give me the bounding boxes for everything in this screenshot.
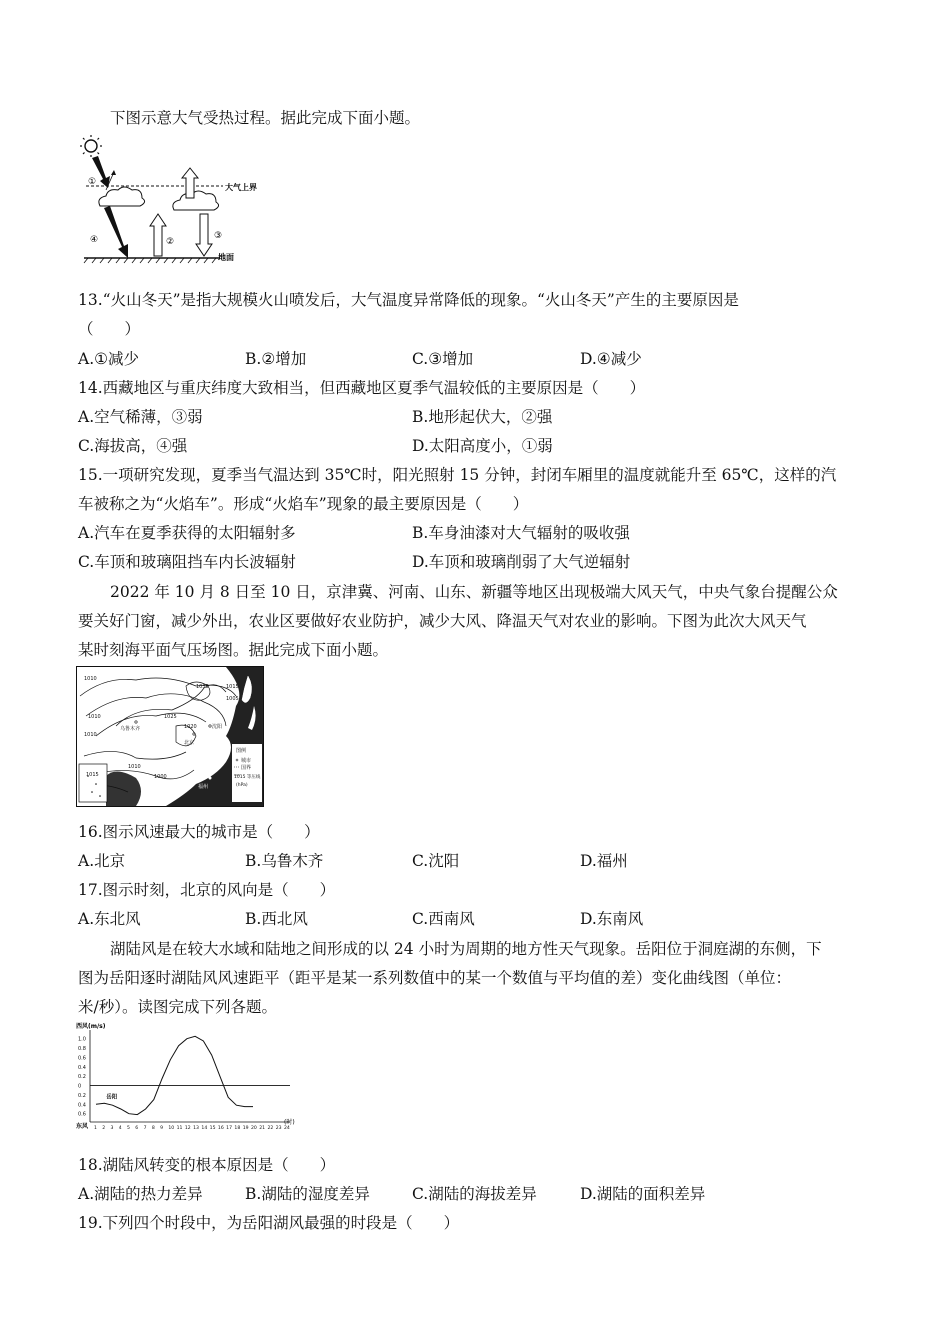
sun-icon <box>80 135 102 157</box>
svg-text:1010: 1010 <box>88 714 101 720</box>
q16-option-b[interactable]: B.乌鲁木齐 <box>245 852 324 870</box>
q16-option-d[interactable]: D.福州 <box>580 852 628 870</box>
chart-ytick-top: 0.8 <box>78 1046 86 1053</box>
q13-option-c[interactable]: C.③增加 <box>412 350 474 368</box>
svg-text:城市: 城市 <box>241 758 252 764</box>
chart-ytick-top: 1.0 <box>78 1036 86 1043</box>
chart-xtick: 5 <box>127 1126 130 1130</box>
q15-option-b[interactable]: B.车身油漆对大气辐射的吸收强 <box>412 524 630 542</box>
q15-option-d[interactable]: D.车顶和玻璃削弱了大气逆辐射 <box>412 553 631 571</box>
chart-xtick: 12 <box>184 1126 191 1130</box>
q18-option-c[interactable]: C.湖陆的海拔差异 <box>412 1185 537 1203</box>
q19-stem: 19.下列四个时段中，为岳阳湖风最强的时段是（ ） <box>78 1214 460 1232</box>
chart-ylabel-top: 西风(m/s) <box>76 1023 106 1030</box>
q13-option-a[interactable]: A.①减少 <box>78 350 140 368</box>
chart-xtick: 18 <box>234 1126 241 1130</box>
chart-xtick: 23 <box>275 1126 282 1130</box>
chart-ytick-top: 0.4 <box>78 1064 86 1071</box>
chart-xtick: 6 <box>135 1126 139 1130</box>
q13-option-b[interactable]: B.②增加 <box>245 350 307 368</box>
svg-text:②: ② <box>166 237 175 247</box>
chart-ylabel-bottom: 东风 <box>76 1123 89 1130</box>
chart-xtick: 24 <box>284 1126 290 1130</box>
chart-xtick: 22 <box>267 1126 274 1130</box>
intro-lake-1: 湖陆风是在较大水域和陆地之间形成的以 24 小时为周期的地方性天气现象。岳阳位于洞庭湖的东侧，下 <box>110 940 822 958</box>
svg-text:1015 等压线: 1015 等压线 <box>234 775 261 780</box>
q15-stem: 15.一项研究发现，夏季当气温达到 35℃时，阳光照射 15 分钟，封闭车厢里的温度就能升至 65℃，这样的汽 <box>78 466 837 484</box>
svg-text:1020: 1020 <box>184 724 197 730</box>
chart-xtick: 14 <box>201 1126 208 1130</box>
label-top-atmosphere: 大气上界 <box>225 183 257 192</box>
svg-text:④: ④ <box>90 235 99 245</box>
q18-stem: 18.湖陆风转变的根本原因是（ ） <box>78 1156 336 1174</box>
q18-option-a[interactable]: A.湖陆的热力差异 <box>78 1185 203 1203</box>
svg-text:国界: 国界 <box>241 765 252 771</box>
chart-xlabel: (时) <box>284 1119 295 1126</box>
q14-option-b[interactable]: B.地形起伏大，②强 <box>412 408 553 426</box>
chart-ytick-bottom: 0.4 <box>78 1102 86 1109</box>
chart-series-label: 岳阳 <box>106 1094 118 1101</box>
chart-xtick: 20 <box>250 1126 257 1130</box>
chart-ytick-top: 0.2 <box>78 1074 86 1081</box>
chart-xtick: 7 <box>143 1126 147 1130</box>
chart-xtick: 2 <box>102 1126 106 1130</box>
intro-lake-2: 图为岳阳逐时湖陆风风速距平（距平是某一系列数值中的某一个数值与平均值的差）变化曲线图（单位： <box>78 969 792 987</box>
q17-stem: 17.图示时刻，北京的风向是（ ） <box>78 881 336 899</box>
svg-text:1010: 1010 <box>128 764 141 770</box>
chart-xtick: 4 <box>118 1126 122 1130</box>
svg-text:(hPa): (hPa) <box>236 783 248 788</box>
q17-option-c[interactable]: C.西南风 <box>412 910 475 928</box>
chart-xtick: 11 <box>176 1126 183 1130</box>
q16-option-c[interactable]: C.沈阳 <box>412 852 460 870</box>
q16-stem: 16.图示风速最大的城市是（ ） <box>78 823 320 841</box>
svg-text:1000: 1000 <box>154 774 167 780</box>
q14-option-c[interactable]: C.海拔高，④强 <box>78 437 188 455</box>
svg-text:1015: 1015 <box>86 772 99 778</box>
chart-xtick: 9 <box>160 1126 164 1130</box>
intro-heating: 下图示意大气受热过程。据此完成下面小题。 <box>110 109 421 127</box>
svg-text:图例: 图例 <box>236 748 247 754</box>
q14-stem: 14.西藏地区与重庆纬度大致相当，但西藏地区夏季气温较低的主要原因是（ ） <box>78 379 646 397</box>
chart-ytick-bottom: 0.2 <box>78 1092 86 1099</box>
q17-option-a[interactable]: A.东北风 <box>78 910 141 928</box>
svg-text:①: ① <box>88 177 97 187</box>
q16-option-a[interactable]: A.北京 <box>78 852 126 870</box>
q13-stem-bracket: （ ） <box>78 320 141 338</box>
q14-option-d[interactable]: D.太阳高度小，①弱 <box>412 437 553 455</box>
q13-stem: 13.“火山冬天”是指大规模火山喷发后，大气温度异常降低的现象。“火山冬天”产生的主要原因是 <box>78 291 739 309</box>
label-ground: 地面 <box>218 253 234 262</box>
chart-xtick: 17 <box>226 1126 233 1130</box>
q15-option-c[interactable]: C.车顶和玻璃阻挡车内长波辐射 <box>78 553 296 571</box>
city-beijing: 北京 <box>184 740 195 746</box>
lake-breeze-chart <box>74 1020 304 1130</box>
q18-option-d[interactable]: D.湖陆的面积差异 <box>580 1185 706 1203</box>
chart-ytick-top: 0 <box>78 1083 82 1090</box>
intro-wind-1: 2022 年 10 月 8 日至 10 日，京津冀、河南、山东、新疆等地区出现极端大风天气，中央气象台提醒公众 <box>110 583 838 601</box>
svg-text:1010: 1010 <box>84 732 97 738</box>
chart-xtick: 15 <box>209 1126 216 1130</box>
city-shenyang: 沈阳 <box>212 724 223 730</box>
q18-option-b[interactable]: B.湖陆的湿度差异 <box>245 1185 370 1203</box>
chart-xtick: 3 <box>110 1126 114 1130</box>
svg-text:1010: 1010 <box>84 676 97 682</box>
svg-text:1005: 1005 <box>226 696 239 702</box>
q14-option-a[interactable]: A.空气稀薄，③弱 <box>78 408 203 426</box>
intro-wind-2: 要关好门窗，减少外出，农业区要做好农业防护，减少大风、降温天气对农业的影响。下图为此次大风天气 <box>78 612 807 630</box>
chart-xtick: 10 <box>168 1126 175 1130</box>
q13-option-d[interactable]: D.④减少 <box>580 350 642 368</box>
chart-ytick-bottom: 0.6 <box>78 1111 86 1118</box>
svg-text:1025: 1025 <box>164 714 177 720</box>
q17-option-d[interactable]: D.东南风 <box>580 910 644 928</box>
svg-text:③: ③ <box>214 231 223 241</box>
q15-stem-2: 车被称之为“火焰车”。形成“火焰车”现象的最主要原因是（ ） <box>78 495 529 513</box>
city-fuzhou: 福州 <box>198 784 209 790</box>
city-urumqi: 乌鲁木齐 <box>120 726 141 732</box>
q17-option-b[interactable]: B.西北风 <box>245 910 308 928</box>
pressure-map-figure <box>76 666 264 807</box>
chart-ytick-top: 0.6 <box>78 1055 86 1062</box>
chart-xtick: 21 <box>259 1126 266 1130</box>
svg-text:1015: 1015 <box>226 684 239 690</box>
chart-xtick: 16 <box>217 1126 224 1130</box>
svg-text:1035: 1035 <box>196 684 209 690</box>
chart-xtick: 19 <box>242 1126 249 1130</box>
intro-wind-3: 某时刻海平面气压场图。据此完成下面小题。 <box>78 641 389 659</box>
chart-series-line <box>96 1036 253 1114</box>
atmosphere-heating-figure <box>78 134 278 264</box>
q15-option-a[interactable]: A.汽车在夏季获得的太阳辐射多 <box>78 524 296 542</box>
chart-xtick: 1 <box>94 1126 97 1130</box>
chart-xtick: 8 <box>151 1126 155 1130</box>
intro-lake-3: 米/秒）。读图完成下列各题。 <box>78 998 277 1016</box>
chart-xtick: 13 <box>193 1126 199 1130</box>
map-legend <box>232 744 262 802</box>
